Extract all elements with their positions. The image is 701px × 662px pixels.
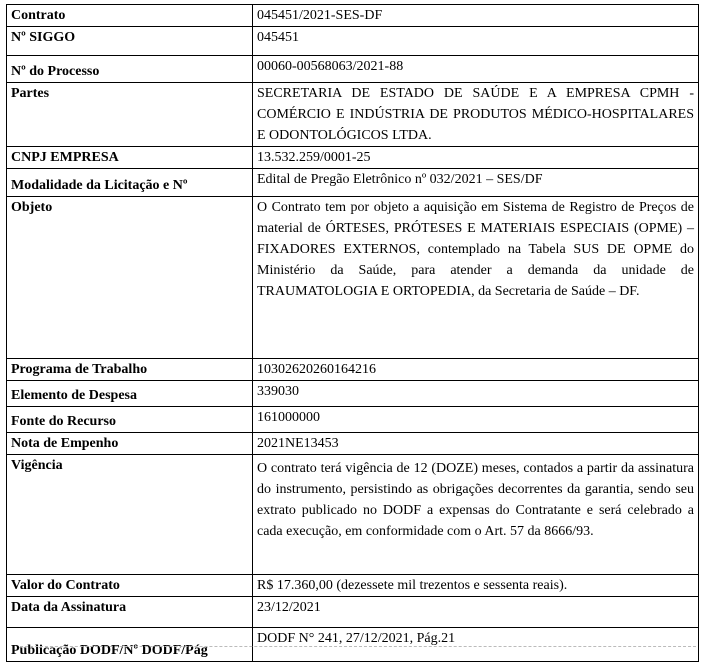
table-row	[7, 381, 699, 407]
table-row	[7, 169, 699, 197]
row-value-partes: SECRETARIA DE ESTADO DE SAÚDE E A EMPRESA CPMH - COMÉRCIO E INDÚSTRIA DE PRODUTOS MÉDICO-HOSPITALARES E ODONTOLÓGICOS LTDA.	[253, 83, 699, 147]
row-label-modalidade: Modalidade da Licitação e Nº	[7, 169, 253, 197]
row-value-vigencia: O contrato terá vigência de 12 (DOZE) meses, contados a partir da assinatura do instrumento, persistindo as obrigações decorrentes da garantia, sendo seu extrato publicado no DODF a expensas do Contratante e será celebrado a cada execução, em conformidade com o Art. 57 da 8666/93.	[253, 455, 699, 575]
row-value-fonte: 161000000	[253, 407, 699, 433]
table-row	[7, 575, 699, 597]
row-value-publicacao: DODF N° 241, 27/12/2021, Pág.21	[253, 628, 699, 662]
row-value-processo: 00060-00568063/2021-88	[253, 56, 699, 83]
row-label-contrato: Contrato	[7, 5, 253, 27]
row-label-cnpj: CNPJ EMPRESA	[7, 147, 253, 169]
row-value-programa: 10302620260164216	[253, 359, 699, 381]
table-row	[7, 27, 699, 56]
row-label-processo: Nº do Processo	[7, 56, 253, 83]
row-label-valor: Valor do Contrato	[7, 575, 253, 597]
row-value-elemento: 339030	[253, 381, 699, 407]
row-value-empenho: 2021NE13453	[253, 433, 699, 455]
row-value-modalidade: Edital de Pregão Eletrônico nº 032/2021 – SES/DF	[253, 169, 699, 197]
row-label-empenho: Nota de Empenho	[7, 433, 253, 455]
row-label-vigencia: Vigência	[7, 455, 253, 575]
row-value-data-assinatura: 23/12/2021	[253, 597, 699, 628]
row-label-objeto: Objeto	[7, 197, 253, 359]
row-label-publicacao: Publicação DODF/Nº DODF/Pág	[7, 628, 253, 662]
table-row	[7, 147, 699, 169]
row-label-siggo: Nº SIGGO	[7, 27, 253, 56]
row-label-elemento: Elemento de Despesa	[7, 381, 253, 407]
row-label-programa: Programa de Trabalho	[7, 359, 253, 381]
table-row	[7, 455, 699, 575]
row-value-contrato: 045451/2021-SES-DF	[253, 5, 699, 27]
table-row	[7, 56, 699, 83]
contract-summary-table	[6, 4, 699, 662]
row-value-valor: R$ 17.360,00 (dezessete mil trezentos e sessenta reais).	[253, 575, 699, 597]
table-row	[7, 5, 699, 27]
row-value-siggo: 045451	[253, 27, 699, 56]
table-row	[7, 433, 699, 455]
row-label-partes: Partes	[7, 83, 253, 147]
row-label-data-assinatura: Data da Assinatura	[7, 597, 253, 628]
table-row	[7, 628, 699, 662]
table-row	[7, 197, 699, 359]
table-row	[7, 359, 699, 381]
table-row	[7, 83, 699, 147]
row-label-fonte: Fonte do Recurso	[7, 407, 253, 433]
table-row	[7, 407, 699, 433]
page-bottom-rule	[20, 646, 696, 647]
row-value-objeto: O Contrato tem por objeto a aquisição em Sistema de Registro de Preços de material de ÓRTESES, PRÓTESES E MATERIAIS ESPECIAIS (OPME) – FIXADORES EXTERNOS, contemplado na Tabela SUS DE OPME do Ministério da Saúde, para atender a demanda da unidade de TRAUMATOLOGIA E ORTOPEDIA, da Secretaria de Saúde – DF.	[253, 197, 699, 359]
table-row	[7, 597, 699, 628]
row-value-cnpj: 13.532.259/0001-25	[253, 147, 699, 169]
